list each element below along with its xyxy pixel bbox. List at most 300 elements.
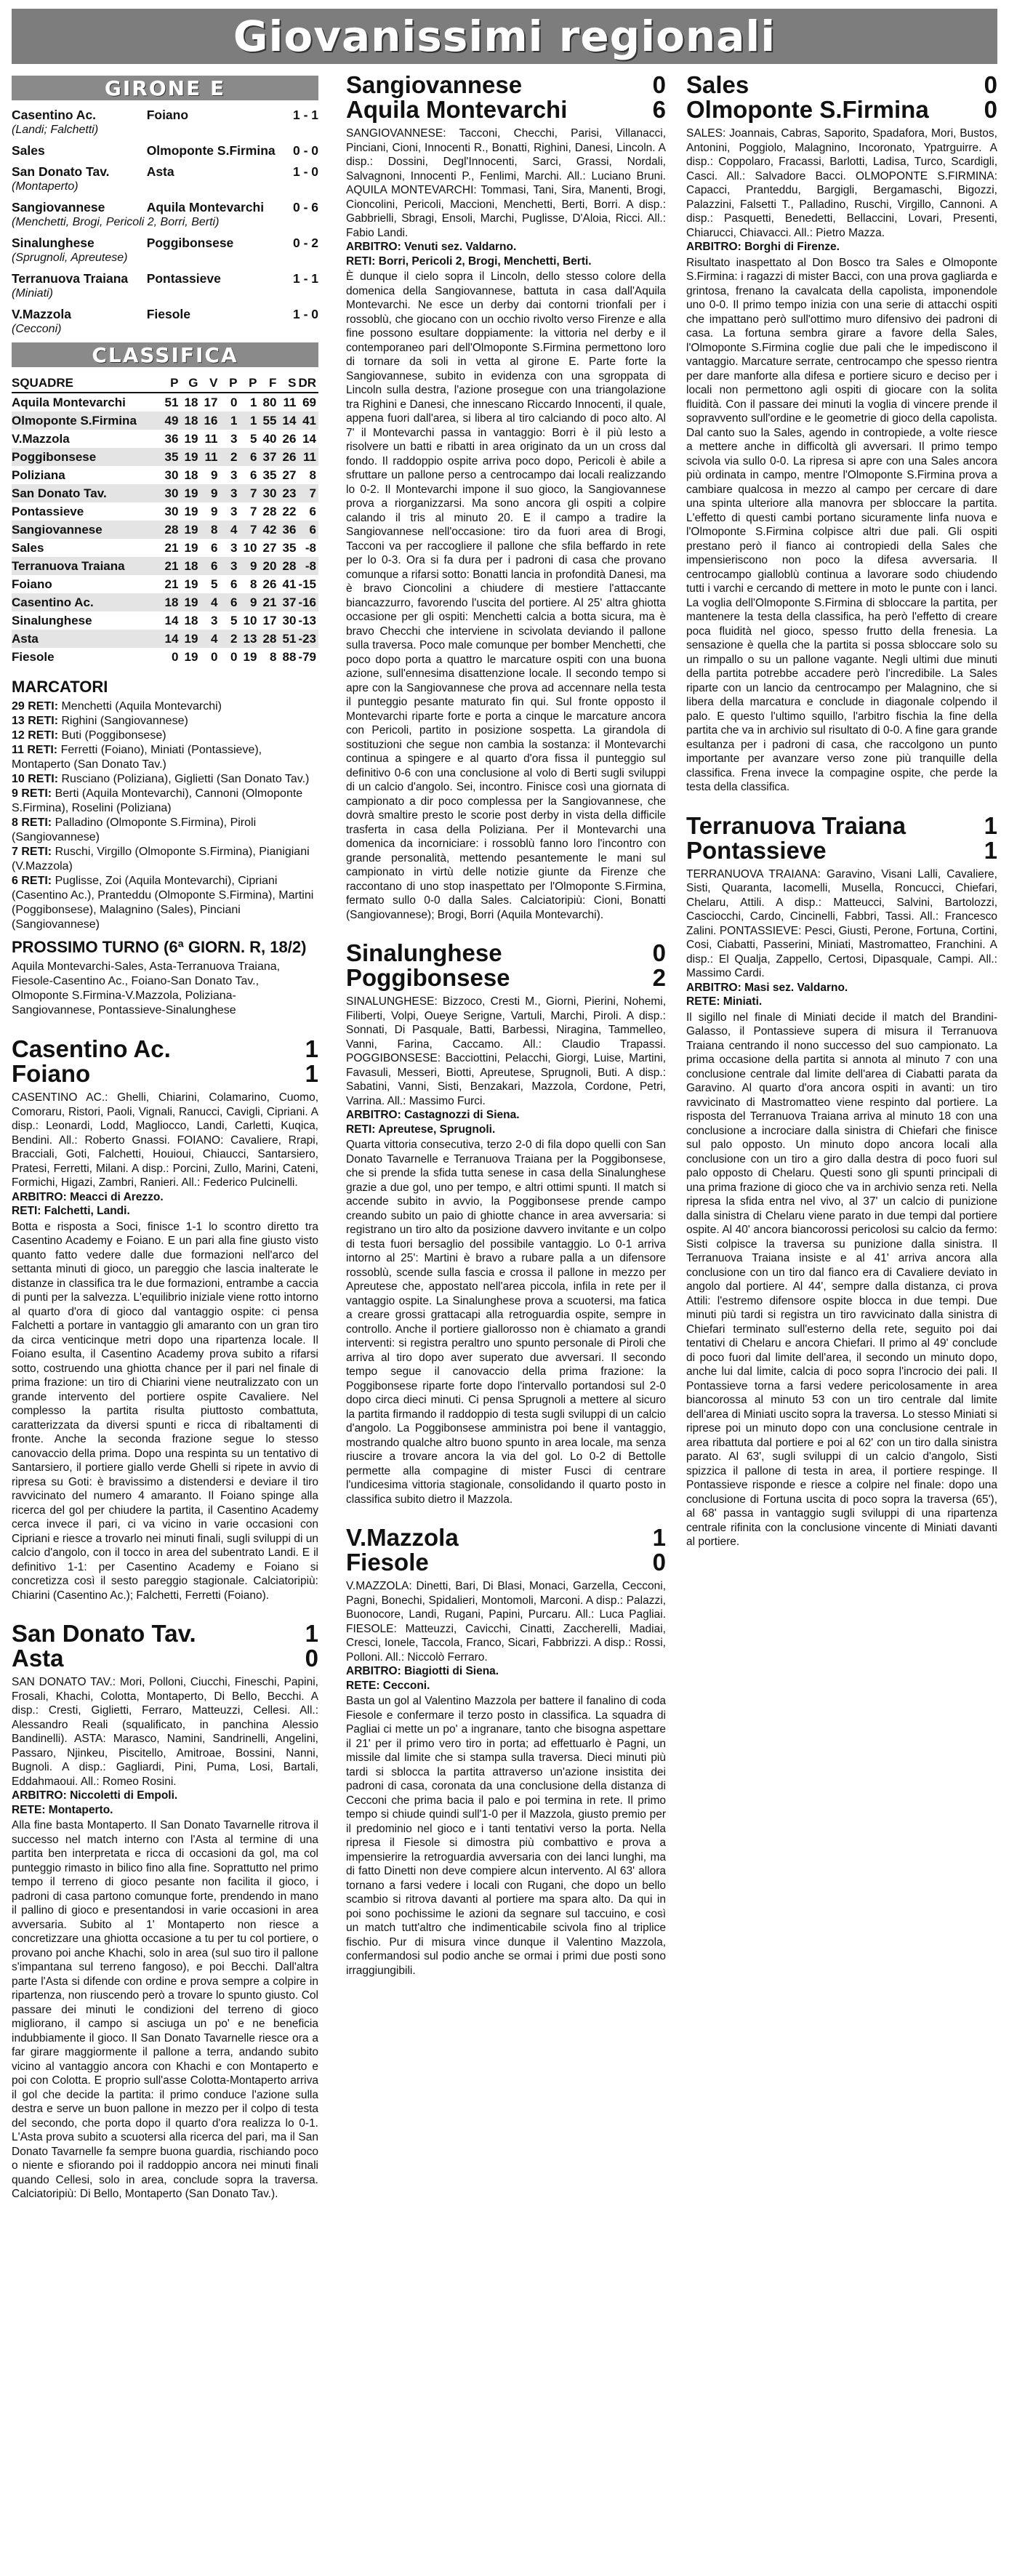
scorer-names: Palladino (Olmoponte S.Firmina), Piroli (Sangiovannese) [12, 816, 257, 843]
away-team: Asta [146, 164, 174, 179]
report-body: Il sigillo nel finale di Miniati decide il match del Brandini-Galasso, il Pontassieve supera di misura il Terranuova Traiana centrando il nono successo del suo campionato. La prima occasione della partita si annota al minuto 7 con una conclusione centrale dal limite dell'area di Ciabatti parata da Garavino. Al quarto d'ora ancora ospiti in avanti: un tiro ravvicinato di Mastromatteo viene respinto dal portiere. La risposta del Terranuova Traiana arriva al minuto 18 con una conclusione a incrociare dalla sinistra di Chiefari che finisce sul palo opposto. Un minuto dopo ancora locali alla conclusione con un tiro a giro dalla destra di poco fuori sul palo opposto di Chelaru. Questi sono gli spunti principali di una prima frazione di gioco che va in archivio senza reti. Nella ripresa la sfida entra nel vivo, al 37' un calcio di punizione dalla sinistra di Chelaru viene parato in due tempi dal portiere ospite. Al 40' ancora biancorossi pericolosi su calcio da fermo: Sisti colpisce la traversa su punizione dalla sinistra. Il Terranuova Traiana insiste e al 41' arriva ancora alla conclusione con un tiro dal fianco era di Cavaliere deviato in angolo dal portiere. Al 44', sempre dalla distanza, ci prova Attili: l'estremo difensore ospite blocca in due tempi. Due minuti più tardi si registra un tiro ravvicinato dalla sinistra di Chiefari terminato sull'esterno della rete, seguito poi dai tentativi di Chelaru e ancora Chiefari. Il primo al 49' conclude di poco fuori dal limite dell'area, il secondo un minuto dopo, anche lui dal limite, calcia di poco sopra l'incrocio dei pali. Il Pontassieve torna a farsi vedere pericolosamente in area biancorossa al minuto 53 con un tiro centrale dal limite dell'area di Miniati uscito sopra la traversa. Lo stesso Miniati si riprese poi un minuto dopo con una conclusione centrale in area ribattuta dal portiere e poi al 62' con un tiro dalla sinistra parato. Al 63', sugli sviluppi di un calcio d'angolo, Sisti spizzica il pallone di testa in area, il portiere respinge. Il Pontassieve risponde e riesce a colpire nel finale: dopo una conclusione di Fortuna uscita di poco sopra la traversa (65'), al 68' passa in vantaggio sugli sviluppi di una ripartenza centrale rifinita con la conclusione vincente di Miniati davanti al portiere. [686, 1011, 997, 1548]
standings-value: 11 [200, 448, 220, 466]
match-row [12, 143, 318, 159]
standings-row [12, 648, 318, 666]
scorer-goals: 7 RETI: [12, 846, 52, 858]
report-away-line [12, 1646, 318, 1671]
standings-value: -16 [298, 593, 318, 611]
standings-value: 19 [180, 484, 200, 502]
standings-value: 10 [243, 541, 257, 555]
report-away-team: Poggibonsese [346, 964, 510, 991]
standings-value: 9 [239, 593, 259, 611]
report-lineups: V.MAZZOLA: Dinetti, Bari, Di Blasi, Monaci, Garzella, Cecconi, Pagni, Bonechi, Spidalieri, Montomoli, Marconi. A disp.: Palazzi, Buonocore, Landi, Rugani, Papini, Purcaru. All.: Luca Pagliai. FIESOLE: Matteuzzi, Cavicchi, Cinatti, Zaccherelli, Madiai, Cresci, Ionele, Taccola, Franco, Sicari, Fabbrizzi. A disp.: Rossi, Polloni. All.: Niccolò Ferraro. [346, 1580, 666, 1664]
standings-value: 19 [184, 541, 198, 555]
report-home-goals: 1 [305, 1620, 318, 1647]
scorer-names: Ruschi, Virgillo (Olmoponte S.Firmina), Pianigiani (V.Mazzola) [12, 846, 310, 872]
column-left [12, 73, 318, 2567]
results-list [12, 108, 318, 337]
next-round-fixtures: Aquila Montevarchi-Sales, Asta-Terranuova Traiana, Fiesole-Casentino Ac., Foiano-San Donato Tav., Olmoponte S.Firmina-V.Mazzola, Poliziana-Sangiovannese, Pontassieve-Sinalunghese [12, 960, 281, 1016]
match-row [12, 236, 318, 251]
standings-value: 5 [210, 577, 218, 591]
girone-band [12, 76, 318, 100]
standings-value: 4 [220, 521, 239, 539]
report-away-line [686, 838, 997, 863]
match-score: 1 - 0 [292, 164, 318, 179]
page-title: Giovanissimi regionali [233, 12, 776, 61]
report-away-goals: 1 [984, 836, 997, 864]
scorer-line [12, 874, 318, 932]
scorer-goals: 6 RETI: [12, 875, 52, 887]
standings-header-cell: V [200, 374, 220, 393]
standings-value: 8 [249, 577, 257, 591]
standings-value: 28 [161, 521, 180, 539]
report-referee: ARBITRO: Venuti sez. Valdarno. [346, 241, 517, 253]
standings-value: 4 [200, 630, 220, 648]
scorer-line [12, 816, 318, 845]
report-home-goals: 0 [652, 73, 666, 98]
standings-value: 9 [210, 505, 218, 518]
standings-value: 19 [180, 448, 200, 466]
report-lineups: TERRANUOVA TRAIANA: Garavino, Visani Lalli, Cavaliere, Sisti, Quaranta, Iacomelli, Musella, Roncucci, Chiefari, Chelaru, Attili. A disp.: Matteucci, Salvini, Bartolozzi, Casciocchi, Cardo, Cincinelli, Fabbri, Tassi. All.: Francesco Zalini. PONTASSIEVE: Pesci, Giusti, Perone, Fortuna, Cortini, Cosi, Ciabatti, Passerini, Miniati, Mastromatteo, Franchini. A disp.: El Qualja, Zappello, Certosi, Dipasquale, Campi. All.: Massimo Cardi. [686, 867, 997, 979]
report-home-team: Sales [686, 73, 749, 98]
standings-value: 88 [282, 650, 297, 664]
report-home-line [346, 73, 666, 97]
report-home-goals: 1 [305, 1035, 318, 1062]
report-goals: RETE: Miniati. [686, 995, 763, 1008]
standings-header-cell: P [161, 374, 180, 393]
report-mazzola-fiesole [346, 1525, 666, 1978]
standings-value: 3 [220, 484, 239, 502]
standings-value: 0 [230, 396, 238, 409]
standings-row [12, 393, 318, 412]
standings-value: 21 [164, 577, 179, 591]
standings-row [12, 412, 318, 430]
standings-value: -8 [305, 541, 316, 555]
standings-value: 1 [239, 412, 259, 430]
standings-value: 9 [200, 484, 220, 502]
standings-value: 28 [262, 505, 277, 518]
standings-value: 51 [164, 396, 179, 409]
standings-value: 14 [302, 432, 316, 446]
away-team: Olmoponte S.Firmina [146, 143, 276, 158]
report-away-line [12, 1062, 318, 1086]
standings-team: Foiano [12, 577, 52, 591]
standings-row [12, 430, 318, 448]
match-scorers: (Menchetti, Brogi, Pericoli 2, Borri, Berti) [12, 216, 220, 228]
standings-team: Terranuova Traiana [12, 557, 161, 575]
report-body: Alla fine basta Montaperto. Il San Donato Tavarnelle ritrova il successo nel match interno con l'Asta al termine di una partita ben interpretata e ricca di occasioni da gol, ma col punteggio rimasto in bilico fino alla fine. Soprattutto nel primo tempo il terreno di gioco pesante non facilita il gioco, i padroni di casa partono comunque forte, prendendo in mano il pallino di gioco e presentandosi in varie occasioni in area avversaria. Subito al 1' Montaperto non riesce a concretizzare una ghiotta occasione a tu per tu col portiere, o provano poi anche Khachi, solo in area (sul suo tiro il pallone s'impantana sul terreno fangoso), e poi Becchi. Dall'altra parte l'Asta si difende con ordine e prova sempre a colpire in ripartenza, non riuscendo però a trovare lo spunto giusto. Col passare dei minuti le condizioni del terreno di gioco migliorano, il campo si asciuga un po' e ne beneficia indubbiamente il gioco. Il San Donato Tavarnelle riesce ora a far girare maggiormente il pallone a terra, andando subito vicino al vantaggio ancora con Khachi e con Montaperto e poi con Colotta. E proprio sull'asse Colotta-Montaperto arriva il gol che decide la partita: il primo conduce l'azione sulla destra e serve un buon pallone in mezzo per il colpo di testa del secondo, che porta dopo il quarto d'ora realizza lo 0-1. L'Asta prova subito a scuotersi alla ricerca del pari, ma il San Donato Tavarnelle fa sempre buona guardia, rischiando poco o niente e sfiorando poi il raddoppio ancora nei minuti finali quando Cellesi, solo in area, conclude sopra la traversa. Calciatoripiù: Di Bello, Montaperto (San Donato Tav.). [12, 1819, 318, 2200]
report-home-team: Sinalunghese [346, 939, 502, 966]
match-result [12, 236, 318, 265]
standings-value: 19 [184, 432, 198, 446]
standings-value: 5 [249, 432, 257, 446]
standings-header-cell: P [220, 374, 239, 393]
standings-value: 20 [259, 557, 278, 575]
scorer-line [12, 714, 318, 729]
report-away-team: Asta [12, 1645, 64, 1672]
report-home-goals: 1 [984, 811, 997, 839]
report-sinalunghese-poggibonsese [346, 941, 666, 1506]
standings-value: 21 [164, 541, 179, 555]
girone-title: GIRONE E [104, 76, 226, 100]
standings-header-cell: G [180, 374, 200, 393]
report-away-team: Fiesole [346, 1549, 429, 1576]
standings-team: Sinalunghese [12, 614, 92, 627]
report-away-goals: 2 [652, 964, 666, 991]
match-row [12, 108, 318, 123]
scorer-goals: 29 RETI: [12, 700, 59, 713]
standings-value: 27 [262, 541, 277, 555]
standings-value: 11 [204, 432, 218, 446]
standings-value: -13 [298, 614, 316, 627]
standings-value: 8 [269, 650, 277, 664]
scorer-line [12, 787, 318, 816]
report-lineups: CASENTINO AC.: Ghelli, Chiarini, Colamarino, Cuomo, Comoraru, Ristori, Paoli, Vignali, Ranucci, Cavigli, Cipriani. A disp.: Leonardi, Lodd, Magliocco, Landi, Carletti, Kuqica, Bendini. All.: Roberto Gnassi. FOIANO: Cavaliere, Rrapi, Bracciali, Goti, Falchetti, Houioui, Chiaucci, Santarsiero, Pratesi, Ferretti, Milani. A disp.: Porcini, Zullo, Marini, Cateni, Formichi, Higazi, Zambri, Ranieri. All.: Federico Pulcinelli. [12, 1091, 318, 1189]
standings-value: 23 [278, 484, 298, 502]
match-result [12, 271, 318, 301]
report-away-goals: 0 [652, 1549, 666, 1576]
home-team: Sales [12, 143, 45, 158]
standings-value: -8 [298, 557, 318, 575]
standings-value: 6 [220, 593, 239, 611]
scorer-names: Righini (Sangiovannese) [61, 715, 188, 727]
standings-value: 35 [282, 541, 297, 555]
away-team: Fiesole [146, 307, 190, 321]
standings-value: 16 [200, 412, 220, 430]
report-referee: ARBITRO: Borghi di Firenze. [686, 241, 840, 253]
standings-value: 14 [164, 614, 179, 627]
match-score: 1 - 0 [292, 307, 318, 321]
standings-value: 19 [180, 593, 200, 611]
standings-value: 42 [259, 521, 278, 539]
scorer-goals: 10 RETI: [12, 773, 59, 785]
report-referee: ARBITRO: Biagiotti di Siena. [346, 1665, 499, 1677]
standings-row [12, 521, 318, 539]
standings-value: 35 [262, 468, 277, 482]
report-lineups: SINALUNGHESE: Bizzoco, Cresti M., Giorni, Pierini, Nohemi, Filiberti, Volpi, Oueye Serigne, Vartuli, Marchi, Piroli. A disp.: Sonnati, Di Pasquale, Batti, Barbessi, Niragina, Tammelleo, Vanni, Farina, Caccamo. All.: Claudio Trapassi. POGGIBONSESE: Bacciottini, Pelacchi, Giorgi, Luise, Martini, Favasuli, Messeri, Biotti, Apreutese, Sprugnoli, Buti. A disp.: Sabatini, Vanni, Sisti, Benzakari, Mazzola, Cordone, Petri, Varrina. All.: Massimo Furci. [346, 995, 666, 1107]
away-team: Pontassieve [146, 271, 221, 286]
standings-team: Poliziana [12, 468, 65, 482]
scorer-goals: 8 RETI: [12, 816, 52, 829]
column-middle [346, 73, 666, 2567]
standings-value: 19 [243, 650, 257, 664]
standings-team: Aquila Montevarchi [12, 396, 126, 409]
scorer-names: Ferretti (Foiano), Miniati (Pontassieve), Montaperto (San Donato Tav.) [12, 744, 262, 771]
standings-value: 11 [283, 396, 297, 409]
standings-header-row [12, 374, 318, 393]
match-score: 0 - 6 [292, 200, 318, 214]
standings-value: 9 [239, 557, 259, 575]
home-team: Sinalunghese [12, 236, 95, 250]
standings-value: 28 [259, 630, 278, 648]
standings-value: 3 [210, 614, 218, 627]
standings-value: 1 [220, 412, 239, 430]
report-away-goals: 6 [652, 96, 666, 123]
standings-value: 51 [278, 630, 298, 648]
match-result [12, 164, 318, 194]
standings-value: 41 [282, 577, 297, 591]
report-home-team: Sangiovannese [346, 73, 523, 98]
standings-value: 10 [243, 614, 257, 627]
standings-value: 30 [282, 614, 297, 627]
standings-value: 7 [239, 521, 259, 539]
standings-value: 40 [262, 432, 277, 446]
report-home-team: Terranuova Traiana [686, 811, 907, 839]
standings-value: 6 [249, 468, 257, 482]
report-away-line [346, 1550, 666, 1575]
match-row [12, 164, 318, 180]
report-lineups: SALES: Joannais, Cabras, Saporito, Spadafora, Mori, Bustos, Antonini, Poggiolo, Malagnino, Incoronato, Ypatrguirre. A disp.: Coppolaro, Fracassi, Barlotti, Ladisa, Turco, Scardigli, Casci. All.: Salvadore Bacci. OLMOPONTE S.FIRMINA: Capacci, Pranteddu, Bargigli, Bergamaschi, Bigozzi, Palazzini, Falsetti T., Palladino, Ruschi, Virgillo, Cannoni. A disp.: Pasquetti, Benedetti, Bellaccini, Lovari, Presenti, Chiarucci, Chiavacci. All.: Pietro Mazza. [686, 127, 997, 239]
report-home-goals: 1 [652, 1524, 666, 1551]
report-body: Basta un gol al Valentino Mazzola per battere il fanalino di coda Fiesole e confermare il terzo posto in classifica. La squadra di Pagliai ci mette un po' a ingranare, tanto che bisogna aspettare il 21' per il primo vero tiro in porta; ad effettuarlo è Pagni, un missile dal limite che si stampa sulla traversa. Dieci minuti più tardi si sblocca la partita attraverso un'azione insistita dei padroni di casa, coronata da una conclusione della distanza di Cecconi che prima bacia il palo e poi termina in rete. Il primo tempo si chiude quindi sull'1-0 per il Mazzola, giusto premio per il predominio nel gioco e i tanti tentativi verso la porta. Nella ripresa il Fiesole si dimostra più combattivo e prova a impensierire la retroguardia avversaria con dei lanci lunghi, ma di fatto Dinetti non deve compiere alcun intervento. Al 63' allora tornano a farsi vedere i locali con Rugani, che dopo un bello scambio si ritrova davanti al portiere ma spara alto. Da qui in poi sono pochissime le azioni da segnare sul taccuino, e così un match tutt'altro che indimenticabile scivola fino al triplice fischio. Pur di misura vince dunque il Valentino Mazzola, confermandosi sul podio anche se ormai i primi due posti sono irraggiungibili. [346, 1695, 666, 1977]
report-body: È dunque il cielo sopra il Lincoln, dello stesso colore della domenica della Sangiovannese, battuta in casa dall'Aquila Montevarchi. Ne esce un derby dai contorni trionfali per i rossoblù, che giocano con un occhio rivolto verso Firenze e alla fine possono esultare doppiamente: la vittoria nel derby e il contemporaneo pari dell'Olmoponte S.Firmina permettono loro di tornare da soli in vetta al girone E. Parte forte la Sangiovannese, subito in evidenza con una sgroppata di Lincoln sulla destra, l'azione prosegue con una triangolazione tra Righini e Danesi, che innescano Riccardo Innocenti, il quale, appena fuori dall'area, si libera al tiro calciando di poco alto. Al 7' il Montevarchi passa in vantaggio: Borri è il più lesto a risolvere un batti e ribatti in area originato da un un cross dal fondo. Il raddoppio ospite arriva poco dopo, Pericoli è abile a sfruttare un pallone perso a centrocampo dai locali realizzando lo 0-2. Il Montevarchi impone il suo gioco, la Sangiovannese prova a riorganizzarsi. Ma sono ancora gli ospiti a colpire calando il tris al minuto 20. E il campo a tradire la Sangiovannese nell'occasione: tiro da fuori area di Brogi, Tacconi va per raccogliere il pallone che sfila beffardo in rete per lo 0-3. Ora si fa dura per i padroni di casa che provano comunque a rifarsi sotto: Bonatti lancia in profondità Danesi, ma è bravo Cioncolini a chiudere di mestiere l'attaccante biancazzurro, favorendo l'uscita del portiere. Al 25' altra ghiotta occasione per gli ospiti: Menchetti calcia a botta sicura, ma è bravo Checchi che interviene in scivolata deviando il pallone sulla traversa. Poco male comunque per bomber Menchetti, che poco dopo porta a quattro le marcature ospiti con una buona azione, sull'ennesima disattenzione locale. Il secondo tempo si apre con la Sangiovannese che prova ad accennare nella testa il punteggio pesante maturato fin qui. Sul fronte opposto il Montevarchi riparte forte e porta a cinque le marcature ancora con Pericoli, partito in posizione sospetta. La girandola di sostituzioni che segue non cambia la sostanza: il Montevarchi continua a spingere e al quarto d'ora fissa il punteggio sul definitivo 0-6 con una conclusione al volo di Berti sugli sviluppi di un calcio d'angolo. Sei, incontro. Finisce così una giornata di campionato a dir poco complessa per la Sangiovannese, che dovrà smaltire presto le scorie post derby in vista della difficile trasferta in casa della Poliziana. Per il Montevarchi una domenica da incorniciare: i rossoblù fanno loro l'incontro con grande personalità, mettendo pesantemente le mani sul campionato in virtù delle notizie giunte da Firenze che raccontano di uno stop inaspettato per l'Olmoponte S.Firmina, fermato sullo 0-0 dalla Sales. Calciatoripiù: Cioni, Bonatti (Sangiovannese); Brogi, Borri (Aquila Montevarchi). [346, 270, 666, 921]
standings-value: 14 [161, 630, 180, 648]
match-row [12, 200, 318, 215]
standings-value: 30 [259, 484, 278, 502]
standings-value: 6 [210, 541, 218, 555]
standings-team: Poggibonsese [12, 448, 161, 466]
report-sandonato-asta [12, 1621, 318, 2202]
home-team: Casentino Ac. [12, 108, 97, 122]
standings-row [12, 539, 318, 557]
away-team: Aquila Montevarchi [146, 200, 265, 214]
report-away-team: Aquila Montevarchi [346, 96, 568, 123]
scorer-goals: 9 RETI: [12, 787, 52, 800]
standings-value: 30 [164, 505, 179, 518]
report-goals: RETE: Cecconi. [346, 1679, 430, 1692]
standings-header-cell: DR [298, 374, 318, 393]
standings-value: 37 [278, 593, 298, 611]
standings-value: 6 [309, 505, 316, 518]
report-goals: RETE: Montaperto. [12, 1803, 113, 1816]
report-referee: ARBITRO: Niccoletti di Empoli. [12, 1789, 178, 1802]
standings-value: 1 [249, 396, 257, 409]
match-result [12, 143, 318, 159]
standings-row [12, 575, 318, 593]
standings-value: 19 [184, 505, 198, 518]
standings-value: 55 [259, 412, 278, 430]
report-referee: ARBITRO: Masi sez. Valdarno. [686, 981, 848, 994]
standings-value: 3 [220, 557, 239, 575]
standings-value: 35 [161, 448, 180, 466]
away-team: Foiano [146, 108, 189, 122]
standings-value: 4 [200, 593, 220, 611]
match-scorers: (Montaperto) [12, 180, 79, 193]
standings-value: 18 [161, 593, 180, 611]
match-result [12, 200, 318, 230]
report-away-line [346, 966, 666, 990]
standings-row [12, 630, 318, 648]
standings-value: 3 [230, 432, 238, 446]
scorer-names: Puglisse, Zoi (Aquila Montevarchi), Cipriani (Casentino Ac.), Pranteddu (Olmoponte S.Firmina), Martini (Poggibonsese), Malagnino (Sales), Pinciani (Sangiovannese) [12, 875, 314, 931]
standings-team: Pontassieve [12, 505, 84, 518]
report-sales-olmoponte [686, 73, 997, 795]
report-away-team: Olmoponte S.Firmina [686, 96, 929, 123]
standings-value: 18 [184, 468, 198, 482]
column-right [686, 73, 997, 2567]
next-round-title: PROSSIMO TURNO (6ª GIORN. R, 18/2) [12, 938, 307, 956]
report-away-line [686, 97, 997, 122]
classifica-title: CLASSIFICA [92, 342, 238, 367]
scorer-line [12, 729, 318, 743]
standings-header-cell: S [278, 374, 298, 393]
standings-value: 22 [282, 505, 297, 518]
standings-value: 26 [282, 432, 297, 446]
report-goals: RETI: Apreutese, Sprugnoli. [346, 1123, 496, 1136]
match-score: 0 - 2 [292, 236, 318, 250]
standings-value: -79 [298, 650, 316, 664]
standings-value: 9 [210, 468, 218, 482]
scorer-line [12, 743, 318, 772]
report-away-goals: 0 [305, 1645, 318, 1672]
standings-value: 30 [164, 468, 179, 482]
standings-value: 8 [309, 468, 316, 482]
standings-value: 21 [259, 593, 278, 611]
standings-value: 2 [220, 448, 239, 466]
report-body: Quarta vittoria consecutiva, terzo 2-0 di fila dopo quelli con San Donato Tavarnelle e Terranuova Traiana per la Poggibonsese, che si prende la sfida tutta senese in casa della Sinalunghese grazie a due gol, uno per tempo, e altri ottimi spunti. Il match si accende subito in avvio, la Poggibonsese prende campo creando subito un paio di ghiotte chance in area avversaria: si registrano un tiro alto da posizione davvero invitante e un colpo di testa fuori bersaglio del possibile vantaggio. Lo 0-1 arriva intorno al 25': Martini è bravo a rubare palla a un difensore rossoblù, scende sulla fascia e crossa il pallone in mezzo per Apreutese che, appostato nell'area piccola, infila in rete per il vantaggio ospite. La Sinalunghese prova a scuotersi, ma fatica a creare grossi grattacapi alla retroguardia ospite, sempre in controllo. Anche il portiere giallorosso non è chiamato a grandi interventi: si registra peraltro uno spunto personale di Piroli che arriva al tiro dopo aver superato due avversari. Il secondo tempo segue il canovaccio della prima frazione: la Poggibonsese riparte forte dopo l'intervallo portandosi sul 2-0 dopo circa dieci minuti. Ci pensa Sprugnoli a mettere al sicuro la partita firmando il raddoppio di testa sugli sviluppi di un calcio d'angolo. La Poggibonsese amministra poi bene il vantaggio, mostrando qualche altro buono spunto in area locale, ma senza riuscire a trovare ancora la via del gol. Lo 0-2 di Bettolle permette alla compagine di mister Fusci di centrare l'undicesima vittoria stagionale, consolidando il quarto posto in classifica subito dietro il Mazzola. [346, 1139, 666, 1506]
home-team: Terranuova Traiana [12, 271, 129, 286]
standings-value: 19 [180, 521, 200, 539]
scorer-names: Rusciano (Poliziana), Giglietti (San Donato Tav.) [61, 773, 310, 785]
standings-value: 7 [239, 484, 259, 502]
standings-value: 27 [282, 468, 297, 482]
standings-team: Olmoponte S.Firmina [12, 412, 161, 430]
report-home-team: V.Mazzola [346, 1524, 459, 1551]
home-team: Sangiovannese [12, 200, 105, 214]
standings-team: San Donato Tav. [12, 484, 161, 502]
home-team: V.Mazzola [12, 307, 72, 321]
standings-value: 6 [200, 557, 220, 575]
standings-team: Casentino Ac. [12, 593, 161, 611]
standings-value: 0 [210, 650, 218, 664]
standings-value: 3 [230, 505, 238, 518]
scorer-names: Menchetti (Aquila Montevarchi) [61, 700, 222, 713]
report-home-line [346, 941, 666, 966]
standings-header-cell: F [259, 374, 278, 393]
match-result [12, 307, 318, 337]
report-home-line [686, 73, 997, 97]
standings-value: 6 [239, 448, 259, 466]
report-terranuova-pontassieve [686, 811, 997, 1549]
report-body: Risultato inaspettato al Don Bosco tra Sales e Olmoponte S.Firmina: i ragazzi di mister Bacci, con una prova gagliarda e grintosa, frenano la cavalcata della capolista, imponendole uno 0-0. Il primo tempo inizia con una serie di attacchi ospiti che impattano però sull'ottimo muro difensivo dei padroni di casa. La fortuna sembra girare a favore della Sales, l'Olmoponte S.Firmina coglie due pali che le impediscono il vantaggio. Marcature serrate, centrocampo che spesso rientra per dare manforte alla difesa e portiere sicuro e deciso per i locali non permettono agli ospiti di giocare con la solita fluidità. Con il passare dei minuti la voglia di vincere prende il sopravvento sull'ordine e le geometrie di gioco della capolista. Dal canto suo la Sales, agendo in contropiede, a volte riesce a mettere anche in difficoltà gli avversari. Il primo tempo scivola via sullo 0-0. La ripresa si apre con una Sales ancora più ordinata in campo, mentre l'Olmoponte S.Firmina prova a cambiare qualcosa in mezzo al campo per cercare di dare una spinta ulteriore alla manovra per sbloccare la partita. L'effetto di questi cambi portano sicuramente linfa nuova e l'Olmoponte S.Firmina colpisce altri due pali. Gli ospiti prestano però il fianco ai contropiedi della Sales che impensieriscono non poco la difesa avversaria. Il centrocampo gialloblù continua a lavorare sodo chiudendo tutti i varchi e cercando di mettere in moto le punte con i lanci. La voglia dell'Olmoponte S.Firmina di sbloccare la partita, per mantenere la testa della classifica, ha però l'effetto di creare poca fluidità nel gioco, spesso frutto della frenesia. La sensazione è quella che la partita si possa sbloccare solo su un rimpallo o su un pallone vagante. Negli ultimi due minuti della partita potrebbe accadere però l'incredibile. La Sales riparte con un lancio da centrocampo per Malagnino, che si libera della marcatura e conclude in diagonale colpendo il palo. E questo l'ultimo squillo, l'arbitro fischia la fine della partita che va in archivio sul risultato di 0-0. A fine gara grande esultanza per i padroni di casa, che raccolgono un punto importante per avanzare verso zone più tranquille della classifica. Frena invece la compagine ospite, che perde la testa della classifica. [686, 256, 997, 793]
standings-value: 11 [298, 448, 318, 466]
standings-value: -15 [298, 577, 316, 591]
report-away-team: Foiano [12, 1060, 91, 1087]
standings-table [12, 374, 318, 666]
home-team: San Donato Tav. [12, 164, 110, 179]
standings-row [12, 484, 318, 502]
scorer-line [12, 772, 318, 787]
match-scorers: (Landi; Falchetti) [12, 124, 99, 136]
report-away-goals: 1 [305, 1060, 318, 1087]
standings-value: 13 [239, 630, 259, 648]
report-referee: ARBITRO: Castagnozzi di Siena. [346, 1109, 520, 1121]
standings-value: 6 [298, 521, 318, 539]
standings-value: 18 [184, 614, 198, 627]
standings-value: 41 [298, 412, 318, 430]
standings-header-cell: P [239, 374, 259, 393]
standings-value: 18 [180, 412, 200, 430]
standings-team: V.Mazzola [12, 432, 70, 446]
scorer-names: Berti (Aquila Montevarchi), Cannoni (Olmoponte S.Firmina), Roselini (Poliziana) [12, 787, 303, 814]
standings-team: Fiesole [12, 650, 55, 664]
page-banner [12, 9, 997, 64]
report-home-line [686, 811, 997, 839]
standings-row [12, 502, 318, 521]
report-goals: RETI: Falchetti, Landi. [12, 1205, 130, 1217]
report-body: Botta e risposta a Soci, finisce 1-1 lo scontro diretto tra Casentino Academy e Foiano. E un pari alla fine giusto visto quanto fatto vedere dalle due formazioni nell'arco del settanta minuti di gioco, un pareggio che lascia inalterate le distanze in classifica tra le due formazioni, entrambe a caccia di punti per la salvezza. L'equilibrio iniziale viene rotto intorno al quarto d'ora di gioco dal vantaggio ospite: ci pensa Falchetti a portare in vantaggio gli amaranto con un gran tiro da circa venticinque metri dopo una ripartenza locale. Il Foiano esulta, il Casentino Academy prova subito a rifarsi sotto, costruendo una ghiotta chance per il pari nel finale di prima frazione: un tiro di Chiarini viene neutralizzato con un grande intervento del portiere ospite Cavaliere. Nel complesso la partita risulta piuttosto combattuta, caratterizzata da diversi spunti e ricca di ribaltamenti di fronte. Anche la seconda frazione segue lo stesso canovaccio della prima. Dopo una respinta su un tentativo di Santarsiero, il portiere giallo verde Ghelli si ripete in avvio di ripresa su Goti: è bravissimo a distendersi e deviare il tiro ravvicinato del numero 4 amaranto. Il Foiano spinge alla ricerca del gol per chiudere la partita, il Casentino Academy cerca invece il pari, ci va vicino in varie occasioni con Cipriani e riesce a trovarlo nei minuti finali, sugli sviluppi di un calcio d'angolo, con il tocco in area del subentrato Landi. E il definitivo 1-1: per Casentino Academy e Foiano si concretizza così il sesto pareggio stagionale. Calciatoripiù: Chiarini (Casentino Ac.); Falchetti, Ferretti (Foiano). [12, 1220, 318, 1602]
standings-value: 19 [184, 650, 198, 664]
report-home-line [346, 1525, 666, 1550]
report-home-goals: 0 [652, 939, 666, 966]
standings-value: 19 [184, 577, 198, 591]
standings-value: 36 [278, 521, 298, 539]
standings-team: Sales [12, 541, 44, 555]
report-lineups: SANGIOVANNESE: Tacconi, Checchi, Parisi, Villanacci, Pinciani, Cioni, Innocenti R., Bonatti, Righini, Danesi, Lincoln. A disp.: Dossini, Degl'Innocenti, Sarci, Grassi, Nordali, Salvagnoni, Innocenti P., Fenlimi, Marchi. All.: Luciano Bruni. AQUILA MONTEVARCHI: Tommasi, Tani, Sira, Manenti, Brogi, Cioncolini, Pericoli, Maccioni, Menchetti, Berti, Borri. A disp.: Gabbrielli, Sbragi, Ensoli, Marchi, Puglisse, D'Aloia, Ricci. All.: Fabio Landi. [346, 127, 666, 239]
standings-value: 3 [230, 468, 238, 482]
scorer-line [12, 845, 318, 874]
match-scorers: (Miniati) [12, 287, 53, 300]
standings-value: 7 [298, 484, 318, 502]
standings-value: 21 [161, 557, 180, 575]
match-score: 1 - 1 [292, 271, 318, 286]
standings-value: 14 [278, 412, 298, 430]
standings-value: 19 [180, 630, 200, 648]
report-referee: ARBITRO: Meacci di Arezzo. [12, 1190, 164, 1203]
standings-value: 5 [230, 614, 238, 627]
report-home-team: Casentino Ac. [12, 1035, 171, 1062]
standings-value: 28 [278, 557, 298, 575]
standings-value: 26 [262, 577, 277, 591]
report-home-goals: 0 [984, 73, 997, 98]
scorers-title: MARCATORI [12, 678, 108, 696]
match-score: 0 - 0 [292, 143, 318, 158]
standings-row [12, 448, 318, 466]
report-casentino-foiano [12, 1037, 318, 1602]
standings-value: 6 [230, 577, 238, 591]
standings-header-cell: SQUADRE [12, 374, 161, 393]
scorer-goals: 12 RETI: [12, 729, 59, 742]
away-team: Poggibonsese [146, 236, 234, 250]
match-scorers: (Cecconi) [12, 323, 62, 335]
report-sangiovannese-montevarchi [346, 73, 666, 922]
scorer-goals: 11 RETI: [12, 744, 58, 756]
standings-value: 17 [204, 396, 218, 409]
scorer-names: Buti (Poggibonsese) [61, 729, 166, 742]
standings-value: 0 [230, 650, 238, 664]
match-score: 1 - 1 [292, 108, 318, 122]
standings-row [12, 466, 318, 484]
match-row [12, 307, 318, 322]
report-away-team: Pontassieve [686, 836, 827, 864]
scorers-list [12, 699, 318, 932]
standings-value: 26 [278, 448, 298, 466]
standings-value: 17 [262, 614, 277, 627]
standings-team: Sangiovannese [12, 521, 161, 539]
report-home-line [12, 1621, 318, 1646]
standings-value: 49 [161, 412, 180, 430]
standings-value: 0 [171, 650, 179, 664]
standings-value: 18 [184, 396, 198, 409]
report-goals: RETI: Borri, Pericoli 2, Brogi, Menchetti, Berti. [346, 254, 592, 268]
match-row [12, 271, 318, 286]
standings-value: 69 [302, 396, 316, 409]
standings-row [12, 557, 318, 575]
match-result [12, 108, 318, 137]
standings-body [12, 393, 318, 666]
standings-row [12, 611, 318, 630]
classifica-band [12, 342, 318, 367]
